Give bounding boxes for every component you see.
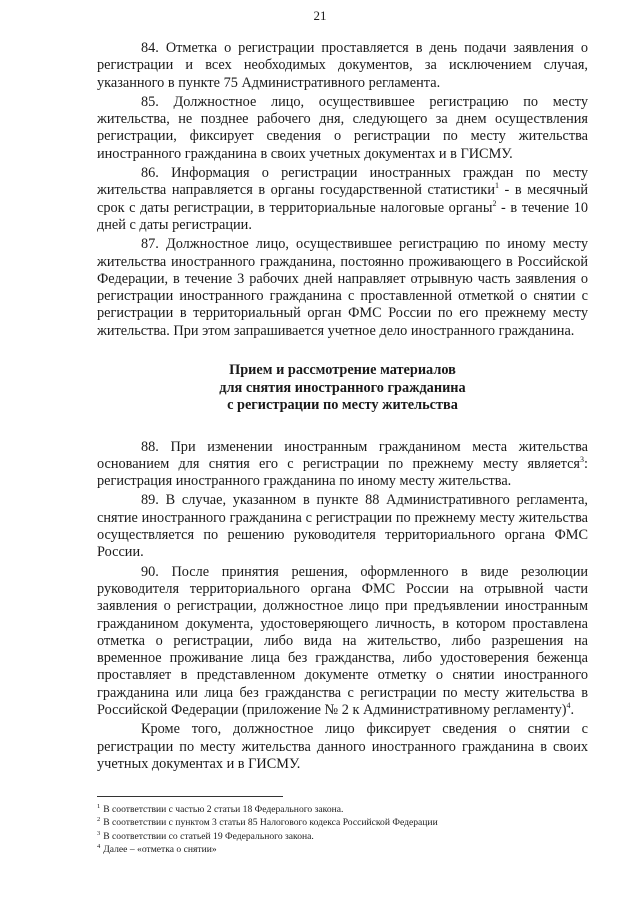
paragraph-87: 87. Должностное лицо, осуществившее регистрацию по иному месту жительства иностранного гражданина, постоянно проживающего в Российской Федерации, в течение 3 рабочих дней направляет отрывную часть заявления о регистрации иностранного гражданина с проставленной отметкой о снятии с регистрации в территориальный орган ФМС России по его прежнему месту жительства. При этом запрашивается учетное дело иностранного гражданина. [97, 236, 588, 339]
footnote-number: 3 [97, 829, 101, 837]
footnote-2 [97, 816, 588, 829]
paragraph-88-text-b: : регистрация иностранного гражданина по иному месту жительства. [97, 455, 588, 490]
footnote-number: 1 [97, 802, 101, 810]
page-number: 21 [313, 8, 327, 23]
paragraph-90-text-a: 90. После принятия решения, оформленного в виде резолюции руководителя территориального органа ФМС России на отрывной части заявления о регистрации, должностное лицо при предъявлении иностранным гражданином документа, удостоверяющего личность, в котором проставлена отметка о регистрации, либо вида на жительство, либо разрешения на временное проживание лица без гражданства, либо удостоверения беженца проставляет в представленном документе отметку о снятии иностранного гражданина или лица без гражданства с регистрации по месту жительства в Российской Федерации (приложение № 2 к Административному регламенту) [97, 563, 588, 718]
footnote-1 [97, 803, 588, 816]
footnote-ref-1: 1 [494, 181, 499, 191]
document-body [97, 40, 588, 773]
paragraph-88 [97, 439, 588, 491]
paragraph-86-text-a: 86. Информация о регистрации иностранных граждан по месту жительства направляется в органы государственной статистики [97, 165, 588, 199]
paragraph-86 [97, 165, 588, 234]
footnote-number: 2 [97, 816, 101, 824]
footnote-text: Далее – «отметка о снятии» [103, 844, 217, 856]
footnote-text: В соответствии со статьей 19 Федерального закона. [103, 830, 314, 842]
footnote-text: В соответствии с частью 2 статьи 18 Федерального закона. [103, 804, 344, 815]
section-heading-line-3: с регистрации по месту жительства [227, 397, 458, 414]
paragraph-84: 84. Отметка о регистрации проставляется в день подачи заявления о регистрации и всех необходимых документов, за исключением случая, указанного в пункте 75 Административного регламента. [97, 40, 588, 91]
footnote-3 [97, 830, 588, 843]
paragraph-91: Кроме того, должностное лицо фиксирует сведения о снятии с регистрации по месту жительства данного иностранного гражданина в своих учетных документах и в ГИСМУ. [97, 721, 588, 772]
paragraph-90 [97, 564, 588, 720]
footnote-4 [97, 843, 588, 856]
footnote-separator [97, 796, 283, 797]
paragraph-90-text-b: . [570, 702, 575, 718]
footnote-text: В соответствии с пунктом 3 статьи 85 Налогового кодекса Российской Федерации [103, 817, 438, 829]
paragraph-86-text-b: - в месячный срок с даты регистрации, в территориальные налоговые органы [97, 182, 588, 216]
footnote-number: 4 [97, 843, 101, 851]
paragraph-85: 85. Должностное лицо, осуществившее регистрацию по месту жительства, не позднее рабочего дня, следующего за днем осуществления регистрации, фиксирует сведения о регистрации по месту жительства иностранного гражданина в своих учетных документах и в ГИСМУ. [97, 93, 588, 162]
footnote-ref-3: 3 [580, 455, 585, 465]
paragraph-89: 89. В случае, указанном в пункте 88 Административного регламента, снятие иностранного гражданина с регистрации по прежнему месту жительства осуществляется по решению руководителя территориального органа ФМС России. [97, 492, 588, 561]
footnote-ref-4: 4 [566, 701, 571, 711]
section-heading [97, 362, 588, 415]
footnote-ref-2: 2 [492, 198, 497, 208]
section-heading-line-2: для снятия иностранного гражданина [219, 379, 466, 396]
paragraph-88-text-a: 88. При изменении иностранным гражданином места жительства основанием для снятия его с регистрации по прежнему месту является [97, 438, 588, 472]
section-heading-line-1: Прием и рассмотрение материалов [229, 362, 456, 379]
footnotes [97, 803, 588, 857]
paragraph-86-text-c: - в течение 10 дней с даты регистрации. [97, 199, 588, 233]
